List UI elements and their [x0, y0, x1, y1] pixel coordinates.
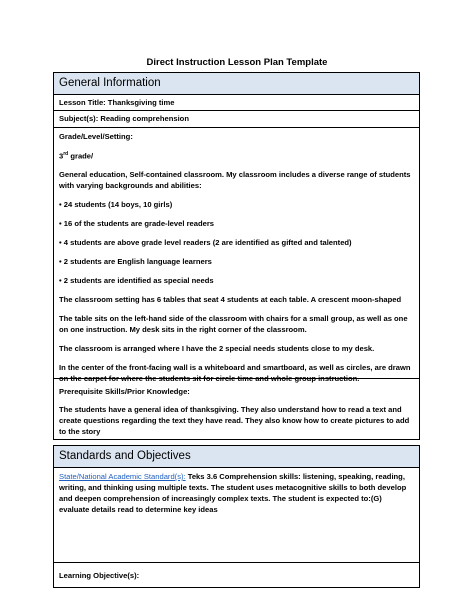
- grade-value: [59, 149, 414, 162]
- list-item: • 2 students are English language learners: [59, 256, 212, 266]
- grade-suffix: grade/: [68, 151, 94, 161]
- subjects: Subject(s): Reading comprehension: [54, 111, 419, 128]
- document-title: Direct Instruction Lesson Plan Template: [146, 57, 328, 68]
- grade-level-setting-cell: [54, 128, 419, 383]
- general-information-table: [53, 72, 420, 440]
- prerequisite-cell: [54, 379, 419, 440]
- list-item: • 16 of the students are grade-level readers: [59, 218, 215, 228]
- prerequisite-label: Prerequisite Skills/Prior Knowledge:: [59, 387, 190, 396]
- front-wall-description: In the center of the front-facing wall is a whiteboard and smartboard, as well as circles, are drawn on the carpet for where the students sit for circle time and whole group instruction.: [59, 362, 411, 383]
- standards-cell: [54, 468, 419, 563]
- setting-description: General education, Self-contained classroom. My classroom includes a diverse range of students with varying backgrounds and abilities:: [59, 169, 411, 190]
- lesson-title: Lesson Title: Thanksgiving time: [54, 95, 419, 111]
- grade-level-setting-label: Grade/Level/Setting:: [59, 132, 133, 141]
- list-item: • 2 students are identified as special needs: [59, 275, 214, 285]
- classroom-arrangement: The classroom is arranged where I have the 2 special needs students close to my desk.: [59, 343, 375, 353]
- standards-description: Teks 3.6 Comprehension skills: listening, speaking, reading, writing, and thinking using multiple texts. The student uses metacognitive skills to both develop and deepen comprehension of increasingly complex texts. The student is expected to:(G) evaluate details read to determine key ideas: [59, 472, 407, 514]
- general-information-heading: General Information: [54, 73, 419, 95]
- learning-objectives-label: Learning Objective(s):: [59, 571, 140, 580]
- classroom-tables: The classroom setting has 6 tables that seat 4 students at each table. A crescent moon-shaped: [59, 294, 402, 304]
- list-item: • 24 students (14 boys, 10 girls): [59, 199, 173, 209]
- standards-link[interactable]: State/National Academic Standard(s):: [59, 472, 186, 481]
- standards-text: [59, 471, 414, 515]
- table-position: The table sits on the left-hand side of the classroom with chairs for a small group, as well as one on one instruction. My desk sits in the right corner of the classroom.: [59, 313, 408, 334]
- list-item: • 4 students are above grade level readers (2 are identified as gifted and talented): [59, 237, 352, 247]
- standards-objectives-heading: Standards and Objectives: [54, 446, 419, 468]
- grade-number: 3: [59, 151, 64, 161]
- grade-ordinal: rd: [63, 151, 69, 157]
- standards-objectives-table: [53, 445, 420, 588]
- prerequisite-text: The students have a general idea of thanksgiving. They also understand how to read a text and create questions regarding the text they have read. They also know how to create pictures to add to the story: [59, 405, 410, 436]
